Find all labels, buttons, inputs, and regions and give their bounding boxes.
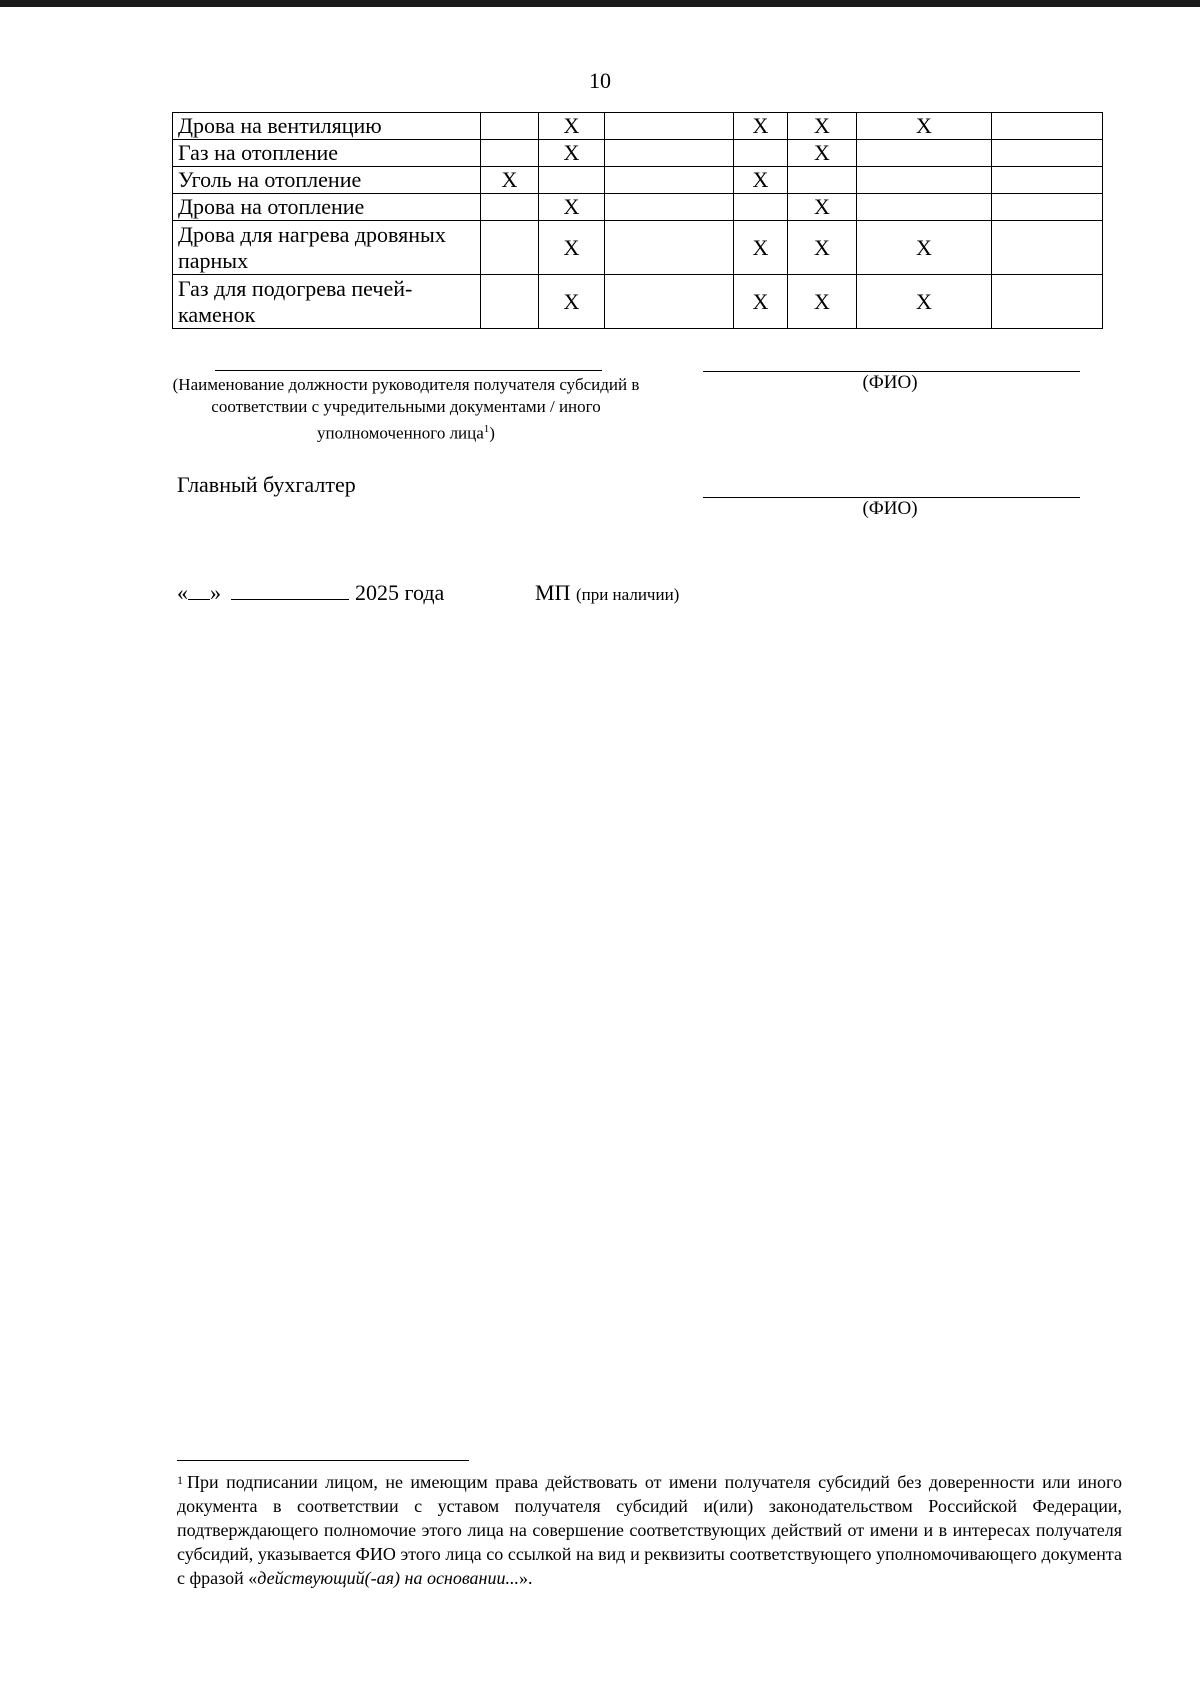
day-blank — [188, 581, 210, 600]
table-row — [173, 167, 1103, 194]
mark-cell — [481, 221, 539, 275]
position-signature-line — [215, 370, 602, 371]
mark-cell — [992, 275, 1103, 329]
stamp-mp: МП — [535, 580, 571, 605]
accountant-fio-label: (ФИО) — [862, 498, 918, 519]
mark-cell: X — [788, 221, 857, 275]
mark-cell — [992, 140, 1103, 167]
mark-cell: X — [857, 221, 992, 275]
mark-cell — [605, 221, 734, 275]
mark-cell: X — [788, 140, 857, 167]
mark-cell — [481, 140, 539, 167]
mark-cell: X — [481, 167, 539, 194]
date-year: 2025 года — [355, 580, 445, 605]
table-row — [173, 221, 1103, 275]
footnote-text: При подписании лицом, не имеющим права действовать от имени получателя субсидий без доверенности или иного документа в соответствии с уставом получателя субсидий и(или) законодательством Российской Федерации, подтверждающего полномочие этого лица на совершение соответствующих действий от имени и в интересах получателя субсидий, указывается ФИО этого лица со ссылкой на вид и реквизиты соответствующего уполномочивающего документа с фразой « — [177, 1472, 1122, 1588]
row-label: Дрова на вентиляцию — [173, 113, 481, 140]
mark-cell: X — [788, 113, 857, 140]
mark-cell — [857, 140, 992, 167]
mark-cell: X — [734, 275, 788, 329]
mark-cell: X — [857, 113, 992, 140]
table-row — [173, 113, 1103, 140]
stamp-label — [535, 580, 679, 606]
mark-cell — [857, 194, 992, 221]
mark-cell — [605, 275, 734, 329]
footnote-text-end: ». — [518, 1568, 533, 1588]
mark-cell — [992, 194, 1103, 221]
row-label: Уголь на отопление — [173, 167, 481, 194]
footnote — [177, 1470, 1122, 1590]
mark-cell — [992, 221, 1103, 275]
mark-cell — [605, 113, 734, 140]
row-label: Газ на отопление — [173, 140, 481, 167]
fio-label: (ФИО) — [862, 372, 918, 393]
table-row — [173, 140, 1103, 167]
mark-cell: X — [857, 275, 992, 329]
mark-cell: X — [539, 275, 605, 329]
mark-cell — [605, 140, 734, 167]
mark-cell — [539, 167, 605, 194]
mark-cell — [481, 113, 539, 140]
mark-cell — [481, 275, 539, 329]
mark-cell — [992, 167, 1103, 194]
position-caption-close: ) — [489, 423, 495, 443]
mark-cell — [481, 194, 539, 221]
row-label: Дрова для нагрева дровяных парных — [173, 221, 481, 275]
mark-cell: X — [788, 194, 857, 221]
row-label: Газ для подогрева печей-каменок — [173, 275, 481, 329]
table-row — [173, 194, 1103, 221]
scan-top-edge — [0, 0, 1200, 7]
mark-cell: X — [734, 167, 788, 194]
page-number: 10 — [589, 68, 611, 93]
date-row — [177, 580, 444, 606]
month-blank — [231, 581, 349, 600]
mark-cell: X — [734, 221, 788, 275]
row-label: Дрова на отопление — [173, 194, 481, 221]
mark-cell — [992, 113, 1103, 140]
mark-cell — [734, 194, 788, 221]
footnote-marker: 1 — [177, 1473, 183, 1487]
footnote-separator — [177, 1460, 469, 1461]
mark-cell: X — [539, 140, 605, 167]
mark-cell: X — [539, 194, 605, 221]
position-caption — [172, 374, 640, 445]
mark-cell — [788, 167, 857, 194]
table-row — [173, 275, 1103, 329]
fuel-table — [172, 112, 1103, 329]
footnote-italic-phrase: действующий(-ая) на основании... — [257, 1568, 519, 1588]
mark-cell — [857, 167, 992, 194]
mark-cell: X — [539, 221, 605, 275]
mark-cell: X — [539, 113, 605, 140]
mark-cell — [734, 140, 788, 167]
mark-cell — [605, 167, 734, 194]
chief-accountant-title: Главный бухгалтер — [177, 472, 356, 497]
footnote-reference: 1 — [483, 423, 490, 435]
mark-cell: X — [734, 113, 788, 140]
stamp-note: (при наличии) — [575, 585, 680, 604]
date-open-quote: « — [177, 580, 188, 605]
mark-cell: X — [788, 275, 857, 329]
mark-cell — [605, 194, 734, 221]
position-caption-text: (Наименование должности руководителя получателя субсидий в соответствии с учредительными документами / иного уполномоченного лица — [172, 375, 640, 443]
date-close-quote: » — [210, 580, 221, 605]
